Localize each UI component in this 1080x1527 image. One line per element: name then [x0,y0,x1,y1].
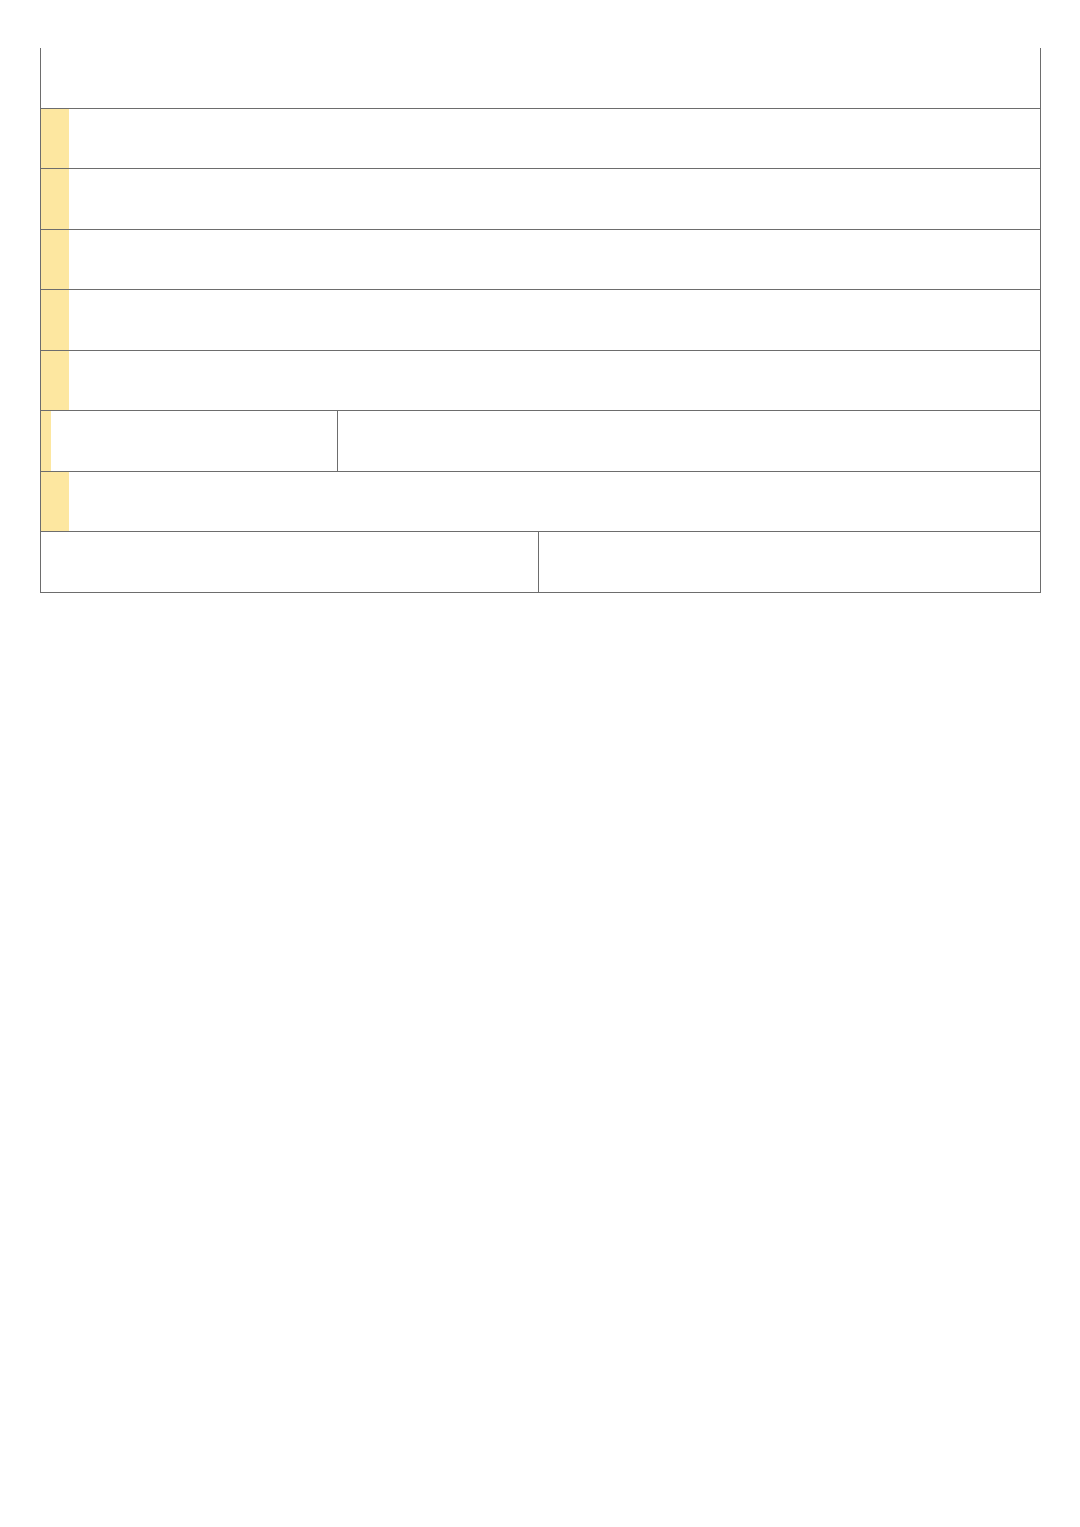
section-15-title [41,411,51,471]
section-10-header [40,109,1041,170]
section-16-header [40,472,1041,533]
section-14-title [41,351,69,411]
section-11-header [40,169,1041,230]
section-16-strokes [40,532,1041,593]
section-15-row [40,411,1041,472]
top-row [40,48,1041,109]
section-11-title [41,169,69,229]
section-16-title [41,472,69,532]
section-13-title [41,290,69,350]
section-12-header [40,230,1041,291]
section-13-header [40,290,1041,351]
worksheet [40,48,1041,593]
section-10-title [41,109,69,169]
stroke-heng [41,532,539,592]
stroke-shu [539,532,1040,592]
section-12-title [41,230,69,290]
section-14-header [40,351,1041,412]
